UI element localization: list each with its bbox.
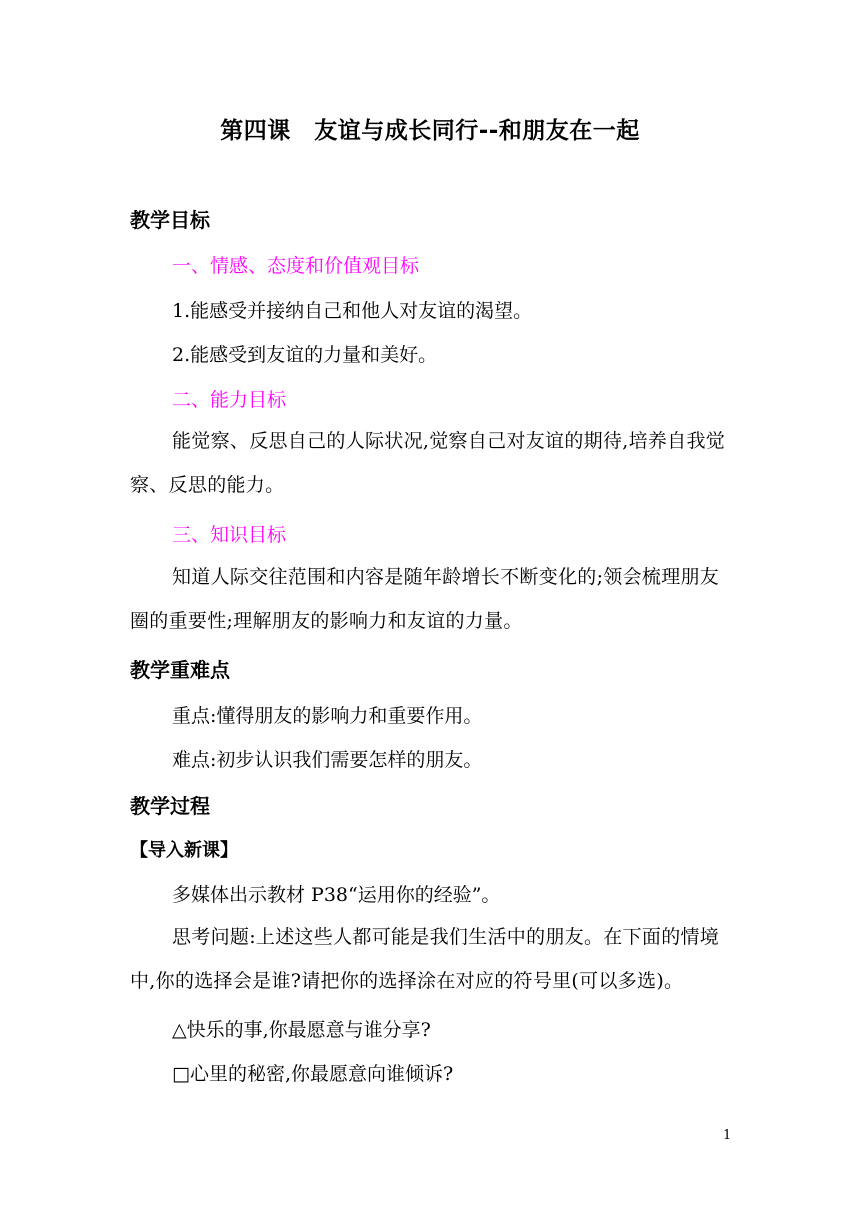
key-difficult-heading: 教学重难点: [130, 658, 230, 682]
question-square: □心里的秘密,你最愿意向谁倾诉?: [172, 1063, 454, 1085]
intro-lesson-label: 【导入新课】: [130, 840, 238, 861]
media-instruction: 多媒体出示教材 P38“运用你的经验”。: [172, 884, 501, 906]
key-point-text: 重点:懂得朋友的影响力和重要作用。: [172, 705, 483, 727]
thinking-question: 思考问题:上述这些人都可能是我们生活中的朋友。在下面的情境中,你的选择会是谁?请把你的选择涂在对应的符号里(可以多选)。: [130, 926, 720, 992]
ability-goal-subheading: 二、能力目标: [172, 389, 287, 411]
goal-item-2: 2.能感受到友谊的力量和美好。: [172, 344, 438, 366]
page-number: 1: [723, 1128, 732, 1143]
lesson-title: 第四课 友谊与成长同行--和朋友在一起: [220, 118, 640, 144]
emotion-goal-subheading: 一、情感、态度和价值观目标: [172, 255, 420, 277]
difficult-point-text: 难点:初步认识我们需要怎样的朋友。: [172, 749, 483, 771]
knowledge-goal-text: 知道人际交往范围和内容是随年龄增长不断变化的;领会梳理朋友圈的重要性;理解朋友的影响力和友谊的力量。: [130, 566, 720, 632]
teaching-process-heading: 教学过程: [130, 794, 210, 818]
knowledge-goal-subheading: 三、知识目标: [172, 524, 287, 546]
goal-item-1: 1.能感受并接纳自己和他人对友谊的渴望。: [172, 300, 533, 322]
question-triangle: △快乐的事,你最愿意与谁分享?: [172, 1019, 431, 1041]
ability-goal-text: 能觉察、反思自己的人际状况,觉察自己对友谊的期待,培养自我觉察、反思的能力。: [130, 430, 726, 496]
teaching-goals-heading: 教学目标: [130, 208, 210, 232]
